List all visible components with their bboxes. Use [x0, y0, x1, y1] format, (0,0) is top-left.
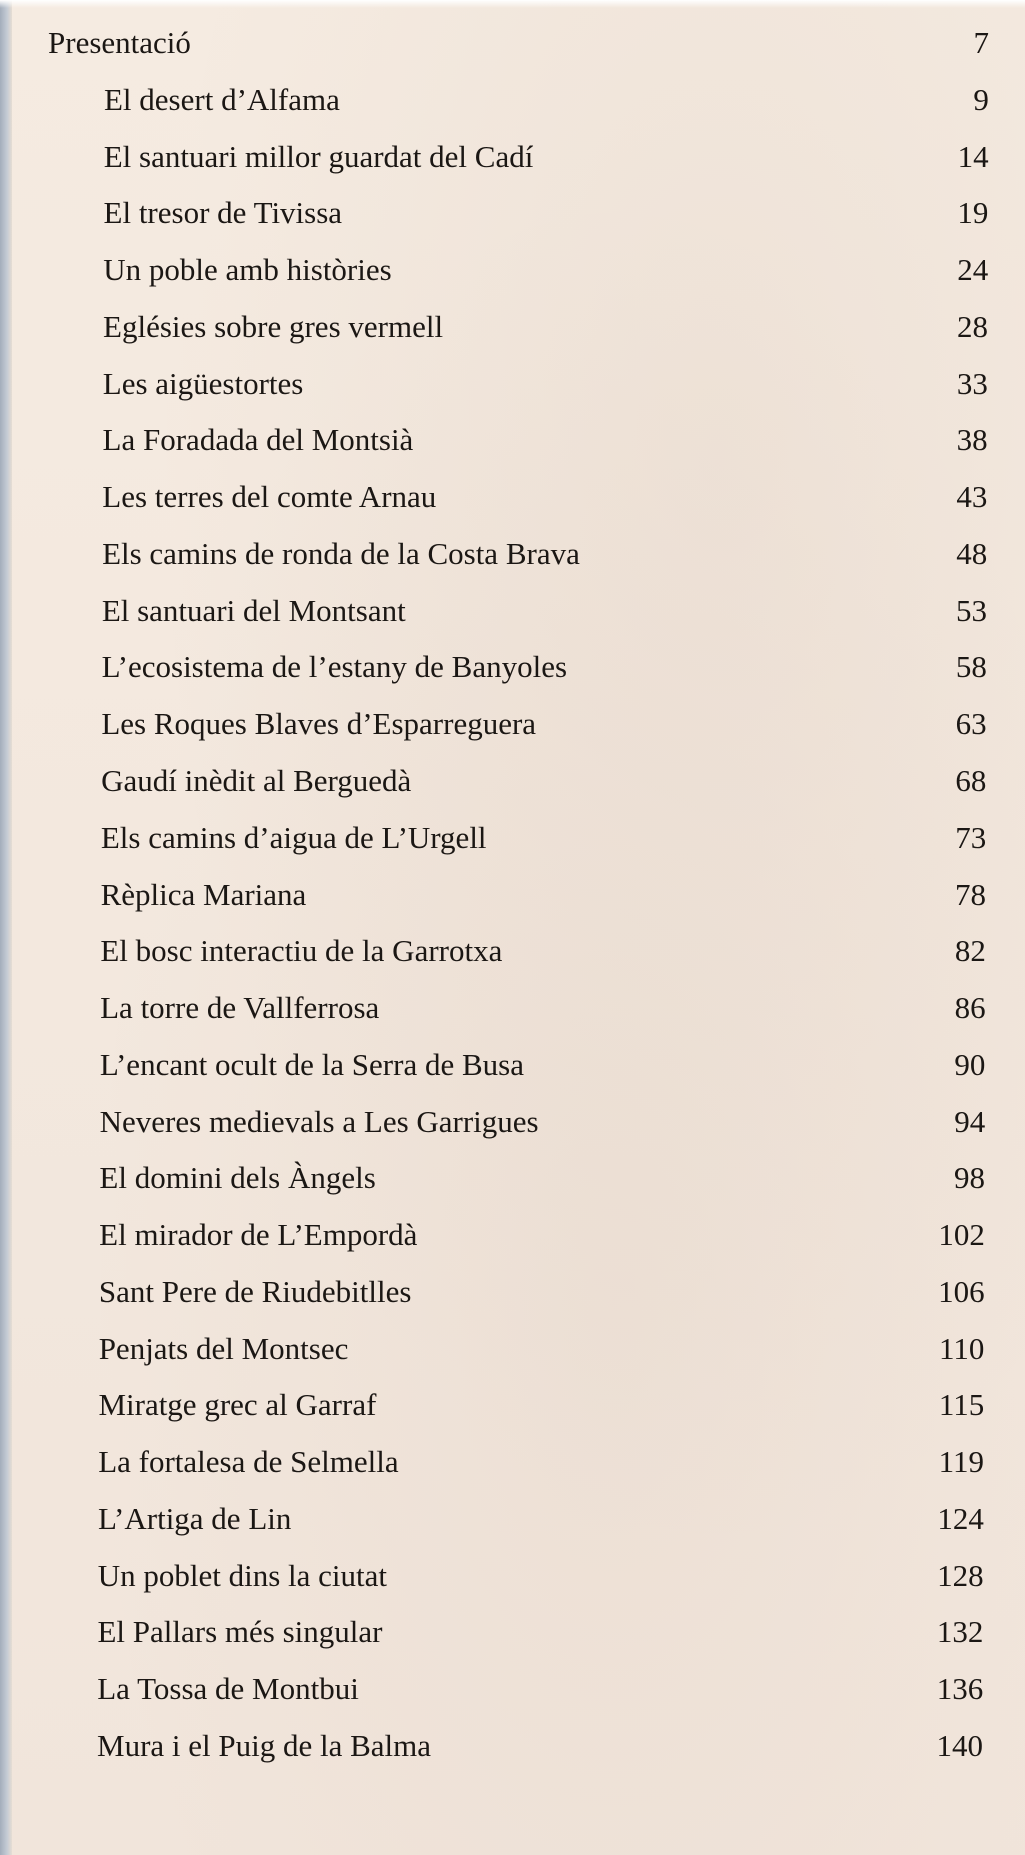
- toc-entry: [0, 638, 1025, 696]
- toc-entry-page: 98: [954, 1160, 985, 1196]
- toc-entry: [0, 1490, 1025, 1548]
- toc-entry-page: 102: [938, 1217, 985, 1253]
- toc-entry-page: 48: [956, 535, 988, 571]
- toc-entry-page: 43: [956, 479, 988, 515]
- toc-entry-title: L’encant ocult de la Serra de Busa: [99, 1046, 524, 1082]
- toc-entry-page: 124: [937, 1500, 984, 1536]
- toc-entry-page: 90: [954, 1046, 986, 1082]
- toc-entry-title: Els camins de ronda de la Costa Brava: [102, 535, 580, 571]
- toc-entry: [0, 1263, 1025, 1321]
- toc-entry-page: 38: [956, 422, 988, 458]
- toc-entry-title: La Tossa de Montbui: [97, 1671, 359, 1707]
- toc-entry-page: 63: [955, 706, 987, 742]
- toc-entry-page: 28: [957, 308, 988, 344]
- toc-entry-page: 110: [939, 1330, 985, 1366]
- toc-entry-title: L’Artiga de Lin: [97, 1500, 292, 1536]
- toc-entry: [0, 241, 1025, 299]
- toc-entry-page: 9: [973, 81, 989, 117]
- toc-entry: [0, 184, 1025, 242]
- toc-entry-title: Un poblet dins la ciutat: [97, 1557, 387, 1593]
- toc-entry-page: 132: [936, 1614, 984, 1650]
- toc-entry: [0, 411, 1025, 469]
- toc-entry-title: El bosc interactiu de la Garrotxa: [100, 933, 503, 969]
- toc-entry-title: Presentació: [48, 25, 191, 60]
- toc-entry: [0, 866, 1025, 924]
- toc-entry-title: El domini dels Àngels: [99, 1160, 376, 1196]
- toc-entry: [0, 922, 1025, 980]
- toc-entry-title: Eglésies sobre gres vermell: [103, 308, 444, 344]
- toc-entry-title: Els camins d’aigua de L’Urgell: [100, 819, 487, 855]
- toc-entry-page: 73: [955, 819, 987, 855]
- toc-entry-page: 119: [938, 1444, 984, 1480]
- toc-entry-page: 14: [957, 138, 989, 174]
- toc-entry-page: 68: [955, 762, 987, 798]
- toc-entry-title: El desert d’Alfama: [104, 81, 340, 117]
- toc-entry: [0, 14, 1025, 72]
- toc-entry-title: Un poble amb històries: [103, 252, 392, 288]
- toc-entry-title: L’ecosistema de l’estany de Banyoles: [101, 649, 568, 685]
- toc-entry-page: 78: [955, 876, 986, 912]
- toc-entry-title: El tresor de Tivissa: [103, 195, 343, 231]
- toc-entry-title: Les aigüestortes: [102, 365, 304, 401]
- toc-entry-title: La fortalesa de Selmella: [98, 1444, 399, 1480]
- toc-entry: [0, 1093, 1025, 1151]
- toc-entry-page: 86: [954, 990, 986, 1026]
- toc-entry-page: 115: [938, 1387, 985, 1423]
- toc-entry-page: 24: [957, 252, 989, 288]
- toc-entry: [0, 1036, 1025, 1094]
- toc-entry-page: 106: [938, 1273, 985, 1309]
- toc-entry-title: Mura i el Puig de la Balma: [97, 1728, 432, 1763]
- toc-entry: [0, 468, 1025, 526]
- toc-entry: [0, 1547, 1025, 1605]
- toc-entry: [0, 809, 1025, 867]
- toc-entry-page: 53: [956, 592, 987, 628]
- toc-entry-title: Neveres medievals a Les Garrigues: [99, 1103, 539, 1139]
- toc-entry-title: El Pallars més singular: [97, 1614, 383, 1650]
- toc-entry: [0, 582, 1025, 640]
- toc-entry: [0, 752, 1025, 810]
- toc-entry: [0, 1603, 1025, 1661]
- toc-entry: [0, 525, 1025, 583]
- toc-entry-title: Les terres del comte Arnau: [102, 479, 437, 515]
- toc-entry-title: Sant Pere de Riudebitlles: [98, 1273, 412, 1309]
- toc-entry-page: 94: [954, 1103, 986, 1139]
- toc-entry-title: La torre de Vallferrosa: [100, 990, 380, 1026]
- toc-entry: [0, 1206, 1025, 1264]
- toc-entry-page: 140: [936, 1728, 983, 1763]
- toc-entry-page: 136: [936, 1671, 984, 1707]
- toc-entry-title: Rèplica Mariana: [100, 876, 307, 912]
- toc-entry: [0, 1660, 1025, 1718]
- toc-entry-title: El santuari millor guardat del Cadí: [103, 138, 534, 174]
- toc-entry-page: 33: [956, 365, 988, 401]
- toc-entry: [0, 1433, 1025, 1491]
- toc-entry-title: Les Roques Blaves d’Esparreguera: [101, 706, 537, 742]
- toc-entry-page: 19: [957, 195, 989, 231]
- toc-entry: [0, 355, 1025, 413]
- toc-entry: [0, 695, 1025, 753]
- toc-entry-title: La Foradada del Montsià: [102, 422, 414, 458]
- toc-entry-title: Gaudí inèdit al Berguedà: [101, 762, 412, 798]
- toc-entry: [0, 1717, 1025, 1775]
- toc-entry-page: 82: [954, 933, 986, 969]
- toc-entry: [0, 128, 1025, 186]
- toc-entry-page: 128: [937, 1557, 984, 1593]
- toc-entry: [0, 298, 1025, 356]
- toc-entry-title: El santuari del Montsant: [101, 592, 406, 628]
- toc-entry: [0, 1149, 1025, 1207]
- toc-entry-page: 58: [955, 649, 987, 685]
- toc-entry: [0, 71, 1025, 129]
- toc-entry-page: 7: [973, 25, 989, 60]
- toc-entry-title: Penjats del Montsec: [98, 1330, 349, 1366]
- toc-entry: [0, 1320, 1025, 1378]
- toc-entry-title: Miratge grec al Garraf: [98, 1387, 377, 1423]
- toc-entry-title: El mirador de L’Empordà: [99, 1217, 418, 1253]
- toc-entry: [0, 979, 1025, 1037]
- toc-entry: [0, 1376, 1025, 1434]
